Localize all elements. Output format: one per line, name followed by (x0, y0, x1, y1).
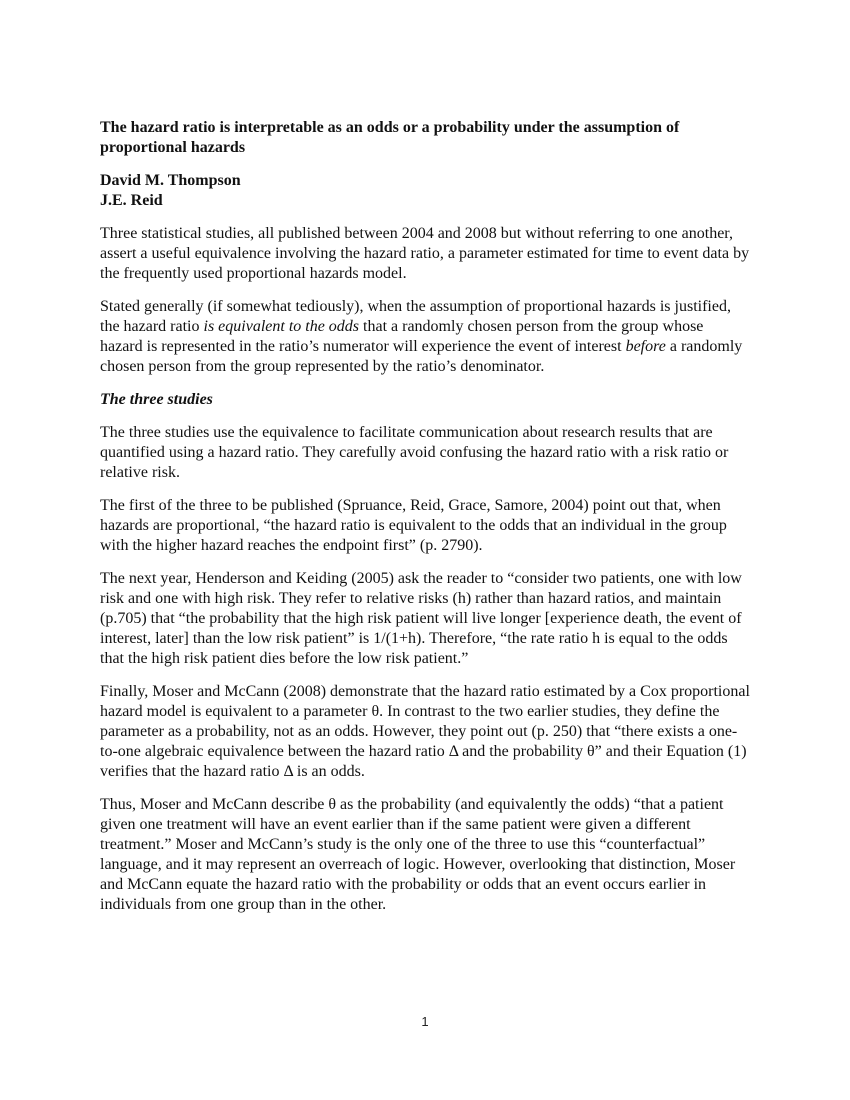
document-page (100, 118, 750, 928)
text-run: that a randomly chosen person from the group whose hazard is represented in the ratio’s numerator will experience the event of interest (100, 318, 704, 355)
body-paragraph: The first of the three to be published (Spruance, Reid, Grace, Samore, 2004) point out that, when hazards are proportional, “the hazard ratio is equivalent to the odds that an individual in the group with the higher hazard reaches the endpoint first” (p. 2790). (100, 497, 727, 554)
emphasis-text: before (625, 338, 666, 355)
author-name: J.E. Reid (100, 192, 163, 209)
emphasis-text: is equivalent to the odds (203, 318, 360, 335)
body-paragraph: Thus, Moser and McCann describe θ as the probability (and equivalently the odds) “that a patient given one treatment will have an event earlier than if the same patient were given a different treatment.” Moser and McCann’s study is the only one of the three to use this “counterfactual” language, and it may represent an overreach of logic. However, overlooking that distinction, Moser and McCann equate the hazard ratio with the probability or odds that an event occurs earlier in individuals from one group than in the other. (100, 796, 736, 913)
page-number: 1 (421, 1014, 429, 1029)
body-paragraph: Finally, Moser and McCann (2008) demonstrate that the hazard ratio estimated by a Cox proportional hazard model is equivalent to a parameter θ. In contrast to the two earlier studies, they define the parameter as a probability, not as an odds. However, they point out (p. 250) that “there exists a one-to-one algebraic equivalence between the hazard ratio Δ and the probability θ” and their Equation (1) verifies that the hazard ratio Δ is an odds. (100, 683, 750, 780)
author-name: David M. Thompson (100, 172, 241, 189)
author-list (100, 171, 750, 211)
paper-title: The hazard ratio is interpretable as an odds or a probability under the assumption of proportional hazards (100, 119, 680, 156)
text-run: a randomly chosen person from the group represented by the ratio’s denominator. (100, 338, 743, 375)
stated-paragraph (100, 297, 750, 377)
text-run: Stated generally (if somewhat tediously), when the assumption of proportional hazards is justified, the hazard ratio (100, 298, 731, 335)
intro-paragraph: Three statistical studies, all published between 2004 and 2008 but without referring to one another, assert a useful equivalence involving the hazard ratio, a parameter estimated for time to event data by the frequently used proportional hazards model. (100, 225, 750, 282)
section-heading: The three studies (100, 391, 213, 408)
body-paragraph: The next year, Henderson and Keiding (2005) ask the reader to “consider two patients, one with low risk and one with high risk. They refer to relative risks (h) rather than hazard ratios, and maintain (p.705) that “the probability that the high risk patient will live longer [experience death, the event of interest, later] than the low risk patient” is 1/(1+h). Therefore, “the rate ratio h is equal to the odds that the high risk patient dies before the low risk patient.” (100, 570, 742, 667)
body-paragraph: The three studies use the equivalence to facilitate communication about research results that are quantified using a hazard ratio. They carefully avoid confusing the hazard ratio with a risk ratio or relative risk. (100, 424, 729, 481)
